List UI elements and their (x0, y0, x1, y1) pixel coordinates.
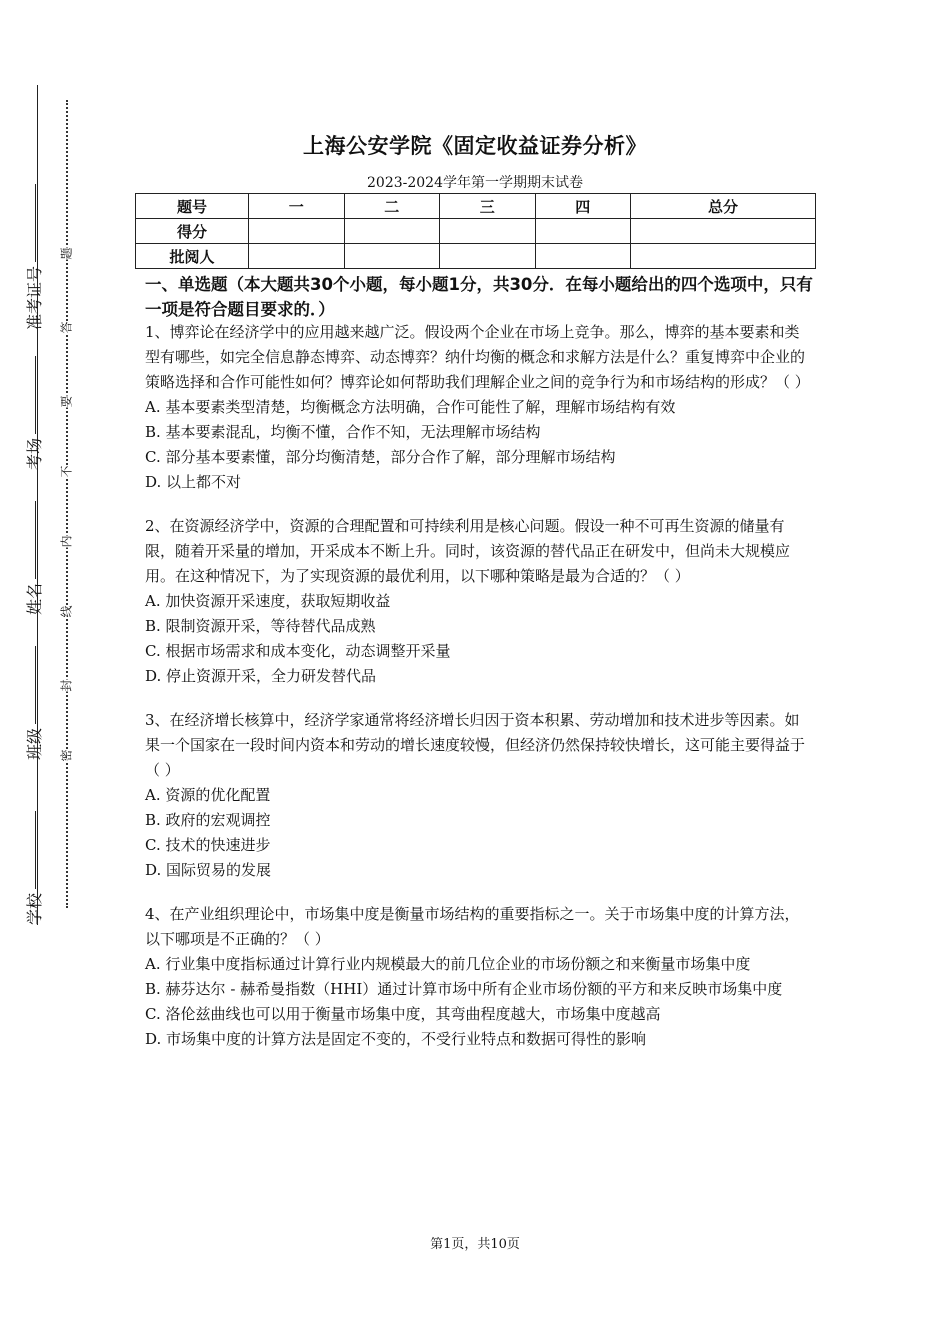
header-cell: 题号 (136, 194, 249, 219)
score-cell (535, 219, 631, 244)
option-a: A. 行业集中度指标通过计算行业内规模最大的前几位企业的市场份额之和来衡量市场集中度 (145, 955, 751, 973)
reviewer-cell (344, 244, 440, 269)
seal-char: 不 (57, 465, 76, 477)
option-b: B. 基本要素混乱，均衡不懂，合作不知，无法理解市场结构 (145, 423, 541, 441)
margin-field-label: 班级 (25, 727, 44, 760)
option-c: C. 技术的快速进步 (145, 836, 271, 854)
option-b: B. 赫芬达尔 - 赫希曼指数（HHI）通过计算市场中所有企业市场份额的平方和来反映市场集中度 (145, 980, 783, 998)
option-a: A. 加快资源开采速度，获取短期收益 (145, 592, 391, 610)
reviewer-cell (631, 244, 816, 269)
reviewer-cell (440, 244, 536, 269)
score-cell (440, 219, 536, 244)
fill-line (35, 646, 36, 724)
seal-char: 内 (57, 535, 76, 547)
margin-field-label: 考场 (25, 437, 44, 470)
seal-char: 密 (57, 749, 76, 761)
option-c: C. 根据市场需求和成本变化，动态调整开采量 (145, 642, 451, 660)
header-cell: 一 (249, 194, 345, 219)
question-text: 4、在产业组织理论中，市场集中度是衡量市场结构的重要指标之一。关于市场集中度的计算方法，以下哪项是不正确的？（ ） (145, 905, 800, 948)
exam-title: 上海公安学院《固定收益证券分析》 (303, 134, 647, 158)
seal-char: 题 (57, 247, 76, 259)
exam-subtitle: 2023-2024学年第一学期期末试卷 (367, 175, 583, 191)
reviewer-cell (249, 244, 345, 269)
margin-field-label: 准考证号 (25, 265, 44, 330)
header-cell: 四 (535, 194, 631, 219)
header-cell: 总分 (631, 194, 816, 219)
question-2 (145, 514, 813, 689)
option-b: B. 限制资源开采，等待替代品成熟 (145, 617, 376, 635)
option-c: C. 洛伦兹曲线也可以用于衡量市场集中度，其弯曲程度越大，市场集中度越高 (145, 1005, 661, 1023)
row-label: 批阅人 (136, 244, 249, 269)
margin-field-school (22, 811, 45, 925)
reviewer-cell (535, 244, 631, 269)
seal-char: 答 (57, 321, 76, 333)
row-label: 得分 (136, 219, 249, 244)
question-4 (145, 902, 813, 1052)
reviewer-row (136, 244, 816, 269)
option-a: A. 资源的优化配置 (145, 786, 271, 804)
margin-field-class (22, 646, 45, 760)
score-row (136, 219, 816, 244)
fill-line (35, 184, 36, 262)
question-text: 2、在资源经济学中，资源的合理配置和可持续利用是核心问题。假设一种不可再生资源的储量有限，随着开采量的增加，开采成本不断上升。同时，该资源的替代品正在研发中，但尚未大规模应用。在这种情况下，为了实现资源的最优利用，以下哪种策略是最为合适的？（ ） (145, 517, 791, 585)
seal-dotted-line (66, 100, 68, 908)
header-cell: 三 (440, 194, 536, 219)
page-number: 第1页，共10页 (430, 1237, 520, 1252)
option-d: D. 市场集中度的计算方法是固定不变的，不受行业特点和数据可得性的影响 (145, 1030, 647, 1048)
option-d: D. 停止资源开采，全力研发替代品 (145, 667, 377, 685)
margin-field-exam-room (22, 356, 45, 470)
score-cell (249, 219, 345, 244)
fill-line (35, 356, 36, 434)
option-d: D. 以上都不对 (145, 473, 242, 491)
question-list (145, 320, 813, 1071)
fill-line (35, 811, 36, 889)
seal-char: 封 (57, 679, 76, 691)
question-3 (145, 708, 813, 883)
score-cell (344, 219, 440, 244)
section-heading: 一、单选题（本大题共30个小题，每小题1分，共30分．在每小题给出的四个选项中，只有一项是符合题目要求的．） (145, 275, 813, 319)
margin-field-name (22, 501, 45, 615)
question-text: 1、博弈论在经济学中的应用越来越广泛。假设两个企业在市场上竞争。那么，博弈的基本要素和类型有哪些，如完全信息静态博弈、动态博弈？纳什均衡的概念和求解方法是什么？重复博弈中企业的策略选择和合作可能性如何？博弈论如何帮助我们理解企业之间的竞争行为和市场结构的形成？（ ） (145, 323, 810, 391)
question-1 (145, 320, 813, 495)
header-cell: 二 (344, 194, 440, 219)
seal-char: 线 (57, 605, 76, 617)
score-table (135, 193, 816, 269)
margin-field-exam-id (22, 184, 45, 330)
question-text: 3、在经济增长核算中，经济学家通常将经济增长归因于资本积累、劳动增加和技术进步等因素。如果一个国家在一段时间内资本和劳动的增长速度较慢，但经济仍然保持较快增长，这可能主要得益于（ ） (145, 711, 806, 779)
option-d: D. 国际贸易的发展 (145, 861, 272, 879)
score-cell (631, 219, 816, 244)
option-b: B. 政府的宏观调控 (145, 811, 271, 829)
score-table-header (136, 194, 816, 219)
option-a: A. 基本要素类型清楚，均衡概念方法明确，合作可能性了解，理解市场结构有效 (145, 398, 676, 416)
margin-field-label: 学校 (25, 892, 44, 925)
option-c: C. 部分基本要素懂，部分均衡清楚，部分合作了解，部分理解市场结构 (145, 448, 616, 466)
seal-char: 要 (57, 395, 76, 407)
margin-field-label: 姓名 (25, 582, 44, 615)
fill-line (35, 501, 36, 579)
